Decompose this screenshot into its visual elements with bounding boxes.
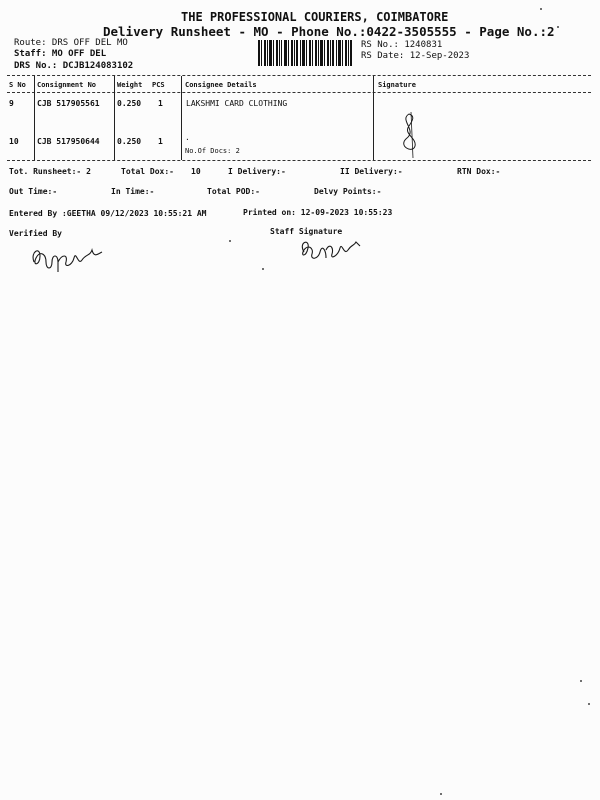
ii-delivery: II Delivery:-	[340, 167, 403, 176]
staff-signature	[296, 234, 366, 264]
row2-consignee: .	[185, 133, 190, 142]
column-divider	[114, 76, 115, 160]
header-signature: Signature	[378, 81, 416, 89]
row1-sno: 9	[9, 99, 14, 108]
row1-consignment: CJB 517905561	[37, 99, 100, 108]
total-dox-label: Total Dox:-	[121, 167, 174, 176]
receiver-signature	[395, 110, 425, 158]
total-pod: Total POD:-	[207, 187, 260, 196]
barcode-image	[258, 40, 352, 66]
column-divider	[34, 76, 35, 160]
row1-weight: 0.250	[117, 99, 142, 108]
tot-runsheet: Tot. Runsheet:- 2	[9, 167, 91, 176]
table-top-rule	[7, 75, 591, 76]
staff-label: Staff: MO OFF DEL	[14, 49, 107, 59]
header-pcs: PCS	[152, 81, 165, 89]
total-dox-value: 10	[191, 167, 201, 176]
no-of-docs: No.Of Docs: 2	[185, 147, 240, 155]
scan-speck	[540, 8, 542, 10]
out-time: Out Time:-	[9, 187, 58, 196]
verified-by-label: Verified By	[9, 229, 62, 238]
in-time: In Time:-	[111, 187, 155, 196]
row2-pcs: 1	[158, 137, 163, 146]
scan-speck	[229, 240, 231, 242]
verifier-signature	[28, 240, 108, 274]
scan-speck	[262, 268, 264, 270]
header-weight: Weight	[117, 81, 143, 89]
header-consignment: Consignment No	[37, 81, 97, 89]
header-sno: S No	[9, 81, 26, 89]
row1-pcs: 1	[158, 99, 163, 108]
table-bottom-rule	[7, 160, 591, 161]
page-subtitle: Delivery Runsheet - MO - Phone No.:0422-3505555 - Page No.:2	[103, 24, 555, 39]
scan-speck	[557, 26, 559, 28]
scan-speck	[588, 703, 590, 705]
rs-date: RS Date: 12-Sep-2023	[361, 51, 470, 61]
column-divider	[373, 76, 374, 160]
row2-sno: 10	[9, 137, 19, 146]
printed-on: Printed on: 12-09-2023 10:55:23	[243, 208, 393, 217]
scan-speck	[440, 793, 442, 795]
rtn-dox: RTN Dox:-	[457, 167, 501, 176]
staff-signature-label: Staff Signature	[270, 227, 343, 236]
row1-consignee: LAKSHMI CARD CLOTHING	[186, 99, 288, 108]
scan-speck	[580, 680, 582, 682]
header-bottom-rule	[7, 92, 591, 93]
rs-number: RS No.: 1240831	[361, 40, 443, 50]
row2-consignment: CJB 517950644	[37, 137, 100, 146]
entered-by: Entered By :GEETHA 09/12/2023 10:55:21 AM	[9, 209, 207, 218]
row2-weight: 0.250	[117, 137, 142, 146]
drs-number: DRS No.: DCJB124083102	[14, 61, 134, 71]
header-consignee: Consignee Details	[185, 81, 257, 89]
delvy-points: Delvy Points:-	[314, 187, 382, 196]
i-delivery: I Delivery:-	[228, 167, 286, 176]
company-title: THE PROFESSIONAL COURIERS, COIMBATORE	[181, 10, 449, 24]
column-divider	[181, 76, 182, 160]
route-label: Route: DRS OFF DEL MO	[14, 38, 128, 48]
